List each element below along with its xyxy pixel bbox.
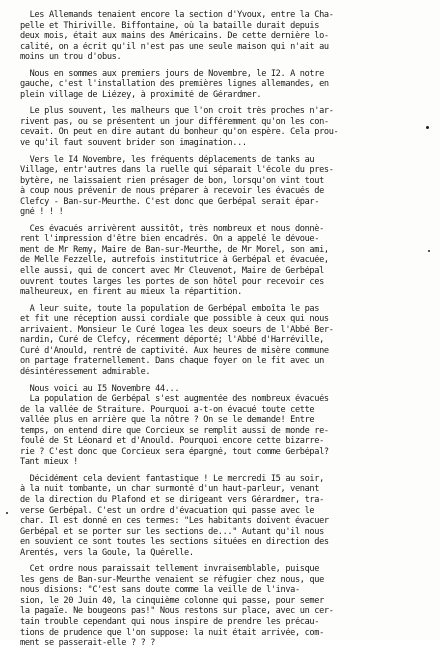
text-line: verse Gerbépal. C'est un ordre d'évacuation qui passe avec le [20, 505, 315, 516]
text-line: les gens de Ban-sur-Meurthe venaient se réfugier chez nous, que [20, 574, 324, 585]
text-line: moins un trou d'obus. [20, 52, 122, 63]
text-line: nardin, Curé de Clefcy, récemment déporté; l'Abbé d'Harréville, [20, 335, 324, 346]
text-line: en souvient ce sont toutes les sections situées en direction des [20, 537, 329, 548]
text-line: Curé d'Anould, rentré de captivité. Aux heures de misère commune [20, 345, 329, 356]
document-body [20, 10, 428, 649]
text-line: la pagaïe. Ne bougeons pas!" Nous restons sur place, avec un cer- [20, 606, 334, 617]
text-line: et fit une réception aussi cordiale que possible à ceux qui nous [20, 314, 329, 325]
text-line: pelle et Thiriville. Biffontaine, où la bataille durait depuis [20, 20, 320, 31]
text-line: foulé de St Léonard et d'Anould. Pourquoi encore cette bizarre- [20, 436, 324, 447]
text-line: bytère, ne laissaient rien présager de bon, lorsqu'on vint tout [20, 175, 324, 186]
text-line: Cet ordre nous paraissait tellement invraisemblable, puisque [20, 564, 320, 575]
text-line: A leur suite, toute la population de Gerbépal emboîta le pas [20, 303, 320, 314]
text-line: elle aussi, qui de concert avec Mr Cleuvenot, Maire de Gerbépal [20, 266, 324, 277]
text-line: désintéressement admirable. [20, 366, 151, 377]
text-line: à la nuit tombante, un char surmonté d'un haut-parleur, venant [20, 484, 320, 495]
paragraph [20, 106, 428, 148]
paragraph [20, 474, 428, 558]
text-line: gné ! ! ! [20, 207, 64, 218]
scan-speck [428, 250, 430, 252]
text-line: Tant mieux ! [20, 457, 78, 468]
paragraph [20, 10, 428, 63]
text-line: arrivaient. Monsieur le Curé logea les deux soeurs de l'Abbé Ber- [20, 324, 334, 335]
paragraph [20, 155, 428, 218]
text-line: Gerbépal et se porter sur les sections de..." Autant qu'il nous [20, 526, 324, 537]
text-line: deux mois, était aux mains des Américains. De cette dernière lo- [20, 31, 329, 42]
text-line: Vers le I4 Novembre, les fréquents déplacements de tanks au [20, 154, 315, 165]
text-line: de la vallée de Straiture. Pourquoi a-t-on évacué toute cette [20, 404, 315, 415]
paragraph [20, 384, 428, 468]
text-line: Le plus souvent, les malheurs que l'on croit très proches n'ar- [20, 106, 334, 117]
text-line: cevait. On peut en dire autant du bonheur qu'on espère. Cela prou- [20, 127, 339, 138]
paragraph [20, 224, 428, 298]
text-line: calité, on a écrit qu'il n'est pas une seule maison qui n'ait au [20, 41, 329, 52]
text-line: gauche, c'est l'installation des premières lignes allemandes, en [20, 79, 329, 90]
text-line: tain trouble cependant qui nous inspire de prendre les précau- [20, 616, 320, 627]
text-line: Nous en sommes aux premiers jours de Novembre, le I2. A notre [20, 68, 324, 79]
text-line: char. Il est donné en ces termes: "Les habitants doivent évacuer [20, 516, 329, 527]
scan-speck [6, 512, 8, 514]
text-line: rie ? C'est donc que Corcieux sera épargné, tout comme Gerbépal? [20, 446, 329, 457]
text-line: ment se passerait-elle ? ? ? [20, 638, 156, 649]
text-line: nous disions: "C'est sans doute comme la veille de l'inva- [20, 585, 300, 596]
text-line: La population de Gerbépal s'est augmentée des nombreux évacués [20, 394, 329, 405]
text-line: à coup nous prévenir de nous préparer à recevoir les évacués de [20, 186, 324, 197]
text-line: on partage fraternellement. Dans chaque foyer on le fit avec un [20, 356, 324, 367]
text-line: Les Allemands tenaient encore la section d'Yvoux, entre la Cha- [20, 10, 334, 20]
text-line: rent l'impression d'être bien encadrés. On a appelé le dévoue- [20, 234, 320, 245]
text-line: de Melle Fezzelle, autrefois institutrice à Gerbépal et évacuée, [20, 255, 329, 266]
text-line: Ces évacués arrivèrent aussitôt, très nombreux et nous donnè- [20, 223, 324, 234]
paragraph [20, 564, 428, 648]
text-line: sion, le 20 Juin 40, la cinquième colonne qui passe, pour semer [20, 595, 324, 606]
text-line: ve qu'il faut souvent brider son imagination... [20, 138, 247, 149]
text-line: Clefcy - Ban-sur-Meurthe. C'est donc que Gerbépal serait épar- [20, 196, 320, 207]
text-line: vallée plus en arrière que la nôtre ? On se le demande! Entre [20, 415, 315, 426]
paragraph [20, 304, 428, 378]
text-line: Village, entr'autres dans la ruelle qui séparait l'école du pres- [20, 165, 334, 176]
text-line: de la direction du Plafond et se dirigeant vers Gérardmer, tra- [20, 494, 324, 505]
text-line: Décidément cela devient fantastique ! Le mercredi I5 au soir, [20, 473, 324, 484]
text-line: Arentés, vers la Goule, la Quérelle. [20, 547, 194, 558]
paragraph [20, 69, 428, 101]
text-line: Nous voici au I5 Novembre 44... [20, 383, 180, 394]
text-line: ouvrent toutes larges les portes de son hôtel pour recevoir ces [20, 276, 324, 287]
text-line: tions de prudence que l'on suppose: la nuit était arrivée, com- [20, 627, 324, 638]
text-line: rivent pas, ou se présentent un jour différemment qu'on les con- [20, 116, 329, 127]
text-line: temps, on entend dire que Corcieux se remplit aussi de monde re- [20, 425, 329, 436]
text-line: plein village de Liézey, à proximité de Gérardmer. [20, 89, 262, 100]
text-line: malheureux, en firent au mieux la répartition. [20, 287, 242, 298]
text-line: ment de Mr Remy, Maire de Ban-sur-Meurthe, de Mr Morel, son ami, [20, 244, 329, 255]
scan-speck [426, 126, 429, 129]
